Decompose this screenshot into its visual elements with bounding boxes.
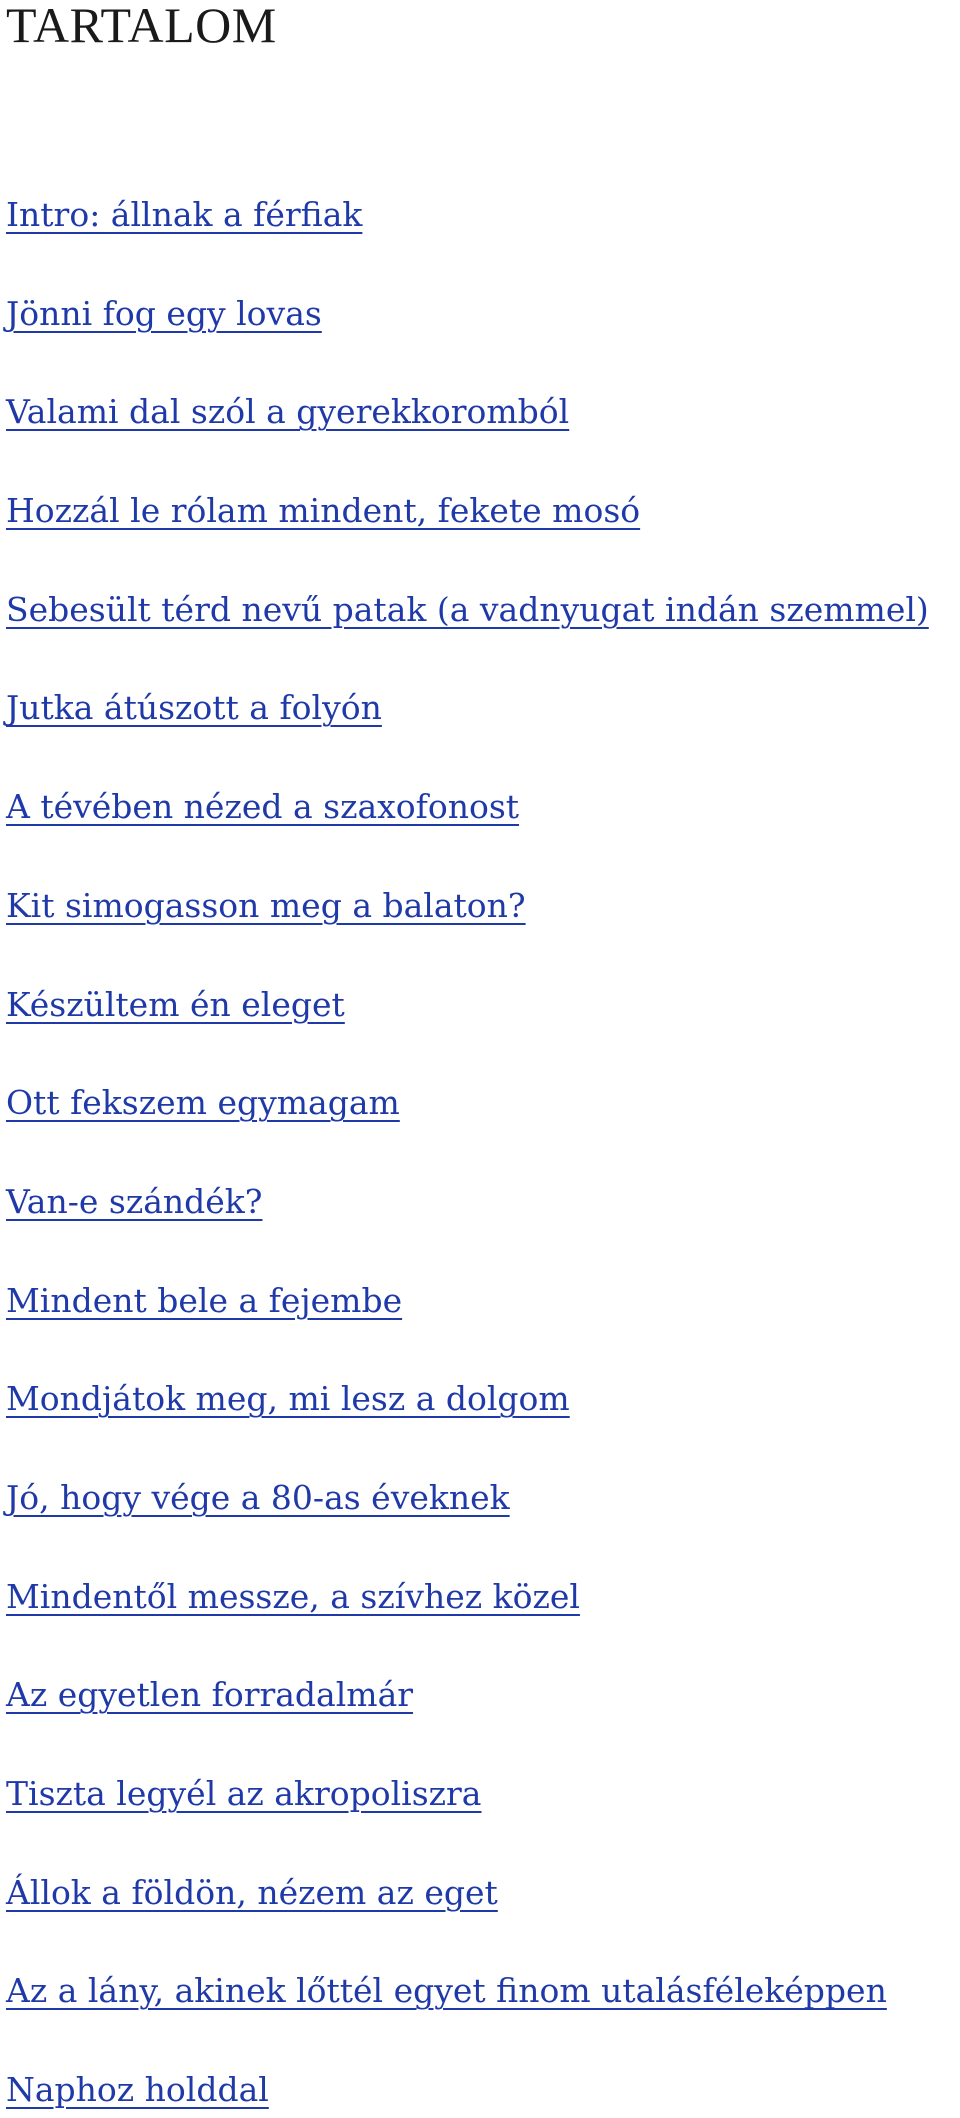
toc-link-7[interactable]: A tévében nézed a szaxofonost bbox=[6, 787, 520, 827]
toc-link-10[interactable]: Ott fekszem egymagam bbox=[6, 1083, 400, 1123]
toc-item bbox=[6, 881, 929, 980]
toc-link-6[interactable]: Jutka átúszott a folyón bbox=[6, 688, 382, 728]
toc-item bbox=[6, 1078, 929, 1177]
toc-link-15[interactable]: Mindentől messze, a szívhez közel bbox=[6, 1576, 580, 1616]
toc-item bbox=[6, 1670, 929, 1769]
toc-link-20[interactable]: Naphoz holddal bbox=[6, 2070, 269, 2110]
toc-link-14[interactable]: Jó, hogy vége a 80-as éveknek bbox=[6, 1477, 510, 1517]
toc-item bbox=[6, 1769, 929, 1868]
toc-item bbox=[6, 190, 929, 289]
page-title: TARTALOM bbox=[6, 0, 277, 53]
toc-link-9[interactable]: Készültem én eleget bbox=[6, 984, 345, 1024]
toc-link-17[interactable]: Tiszta legyél az akropoliszra bbox=[6, 1774, 482, 1813]
toc-link-2[interactable]: Jönni fog egy lovas bbox=[6, 293, 322, 333]
toc-item bbox=[6, 2065, 929, 2118]
toc-item bbox=[6, 1374, 929, 1473]
toc-item bbox=[6, 782, 929, 881]
toc-item bbox=[6, 289, 929, 388]
toc-link-4[interactable]: Hozzál le rólam mindent, fekete mosó bbox=[6, 491, 641, 531]
toc-item bbox=[6, 585, 929, 684]
toc-item bbox=[6, 980, 929, 1079]
toc-link-5[interactable]: Sebesült térd nevű patak (a vadnyugat indán szemmel) bbox=[6, 589, 929, 629]
toc-item bbox=[6, 1966, 929, 2065]
toc-item bbox=[6, 683, 929, 782]
toc-link-3[interactable]: Valami dal szól a gyerekkoromból bbox=[6, 392, 570, 432]
toc-item bbox=[6, 1473, 929, 1572]
toc-item bbox=[6, 1276, 929, 1375]
toc-list bbox=[6, 190, 929, 2118]
toc-link-16[interactable]: Az egyetlen forradalmár bbox=[6, 1675, 414, 1715]
toc-link-13[interactable]: Mondjátok meg, mi lesz a dolgom bbox=[6, 1379, 570, 1419]
toc-link-1[interactable]: Intro: állnak a férfiak bbox=[6, 195, 363, 234]
toc-item bbox=[6, 1868, 929, 1967]
toc-link-18[interactable]: Állok a földön, nézem az eget bbox=[6, 1872, 498, 1912]
toc-item bbox=[6, 1572, 929, 1671]
toc-link-11[interactable]: Van-e szándék? bbox=[6, 1181, 263, 1221]
toc-link-12[interactable]: Mindent bele a fejembe bbox=[6, 1280, 403, 1320]
toc-link-8[interactable]: Kit simogasson meg a balaton? bbox=[6, 885, 526, 925]
toc-item bbox=[6, 387, 929, 486]
toc-item bbox=[6, 486, 929, 585]
toc-link-19[interactable]: Az a lány, akinek lőttél egyet finom utalásféleképpen bbox=[6, 1971, 887, 2011]
toc-item bbox=[6, 1177, 929, 1276]
